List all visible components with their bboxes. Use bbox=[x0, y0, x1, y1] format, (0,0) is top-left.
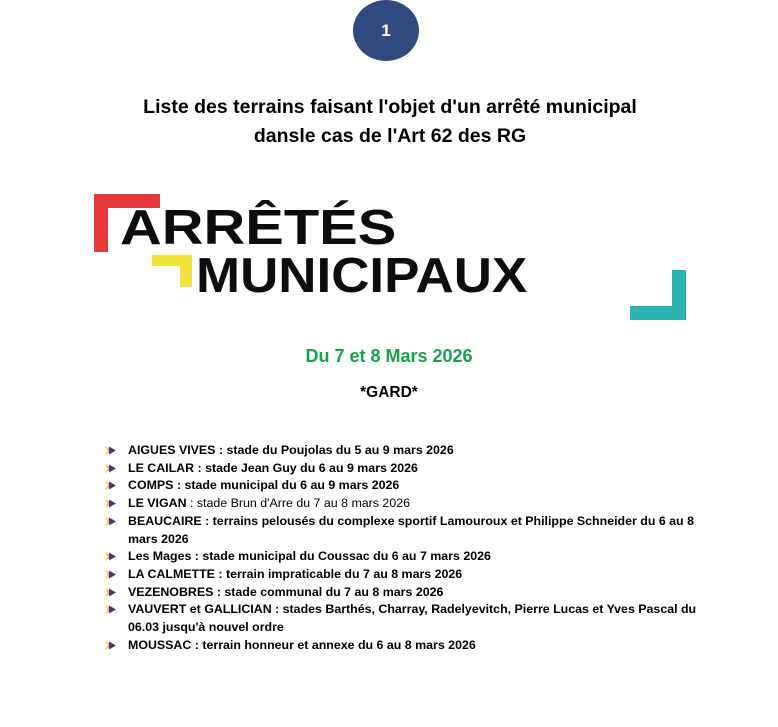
arrow-bullet-icon bbox=[104, 568, 118, 581]
entry-place: VEZENOBRES bbox=[128, 584, 214, 599]
list-item bbox=[104, 442, 704, 460]
entry-detail: : stade Brun d'Arre du 7 au 8 mars 2026 bbox=[186, 496, 410, 511]
entry-detail: : stade municipal du Coussac du 6 au 7 mars 2026 bbox=[191, 549, 491, 564]
terrain-list bbox=[104, 442, 704, 654]
list-item bbox=[104, 495, 704, 513]
entry-detail: : stades Barthés, Charray, Radelyevitch, Pierre Lucas et Yves Pascal du 06.03 jusqu'à nouvel ordre bbox=[128, 602, 697, 635]
region-heading: *GARD* bbox=[360, 384, 418, 401]
list-item bbox=[104, 513, 704, 548]
arrow-bullet-icon bbox=[104, 586, 118, 599]
list-item bbox=[104, 584, 704, 602]
list-item bbox=[104, 566, 704, 584]
entry-detail: : terrains pelousés du complexe sportif Lamouroux et Philippe Schneider du 6 au 8 mars 2026 bbox=[128, 513, 694, 546]
period-heading: Du 7 et 8 Mars 2026 bbox=[305, 346, 473, 366]
title-line-2: dansle cas de l'Art 62 des RG bbox=[253, 125, 527, 147]
page-title bbox=[60, 93, 720, 151]
entry-place: LE VIGAN bbox=[128, 496, 187, 511]
page-number: 1 bbox=[381, 20, 391, 40]
arrow-bullet-icon bbox=[104, 462, 118, 475]
entry-detail: : stade du Poujolas du 5 au 9 mars 2026 bbox=[215, 443, 454, 457]
entry-place: COMPS bbox=[128, 478, 174, 493]
title-line-1: Liste des terrains faisant l'objet d'un arrêté municipal bbox=[143, 96, 637, 118]
list-item bbox=[104, 548, 704, 566]
arrow-bullet-icon bbox=[104, 639, 118, 652]
yellow-corner-mark bbox=[152, 255, 194, 289]
arrow-bullet-icon bbox=[104, 515, 118, 528]
arrow-bullet-icon bbox=[104, 603, 118, 616]
entry-place: LA CALMETTE bbox=[128, 566, 215, 581]
arrow-bullet-icon bbox=[104, 497, 118, 510]
entry-place: Les Mages bbox=[128, 549, 192, 564]
arrow-bullet-icon bbox=[104, 444, 118, 457]
arrow-bullet-icon bbox=[104, 479, 118, 492]
teal-corner-mark bbox=[630, 270, 686, 320]
page-number-badge bbox=[353, 0, 419, 61]
list-item bbox=[104, 477, 704, 495]
entry-place: MOUSSAC bbox=[128, 637, 192, 652]
entry-detail: : stade municipal du 6 au 9 mars 2026 bbox=[173, 478, 400, 493]
logo-word-arretes: ARRÊTÉS bbox=[120, 201, 397, 255]
list-item bbox=[104, 637, 704, 655]
entry-place: AIGUES VIVES bbox=[128, 443, 216, 457]
entry-place: BEAUCAIRE bbox=[128, 513, 202, 528]
entry-detail: : terrain honneur et annexe du 6 au 8 mars 2026 bbox=[191, 637, 476, 652]
list-item bbox=[104, 460, 704, 478]
list-item bbox=[104, 601, 704, 636]
entry-detail: : stade communal du 7 au 8 mars 2026 bbox=[213, 584, 444, 599]
entry-place: VAUVERT et GALLICIAN bbox=[128, 602, 272, 617]
entry-place: LE CAILAR bbox=[128, 460, 195, 475]
entry-detail: : terrain impraticable du 7 au 8 mars 2026 bbox=[214, 566, 463, 581]
entry-detail: : stade Jean Guy du 6 au 9 mars 2026 bbox=[194, 460, 418, 475]
logo-word-municipaux: MUNICIPAUX bbox=[196, 249, 528, 303]
arrow-bullet-icon bbox=[104, 550, 118, 563]
arretes-municipaux-logo bbox=[94, 194, 686, 320]
